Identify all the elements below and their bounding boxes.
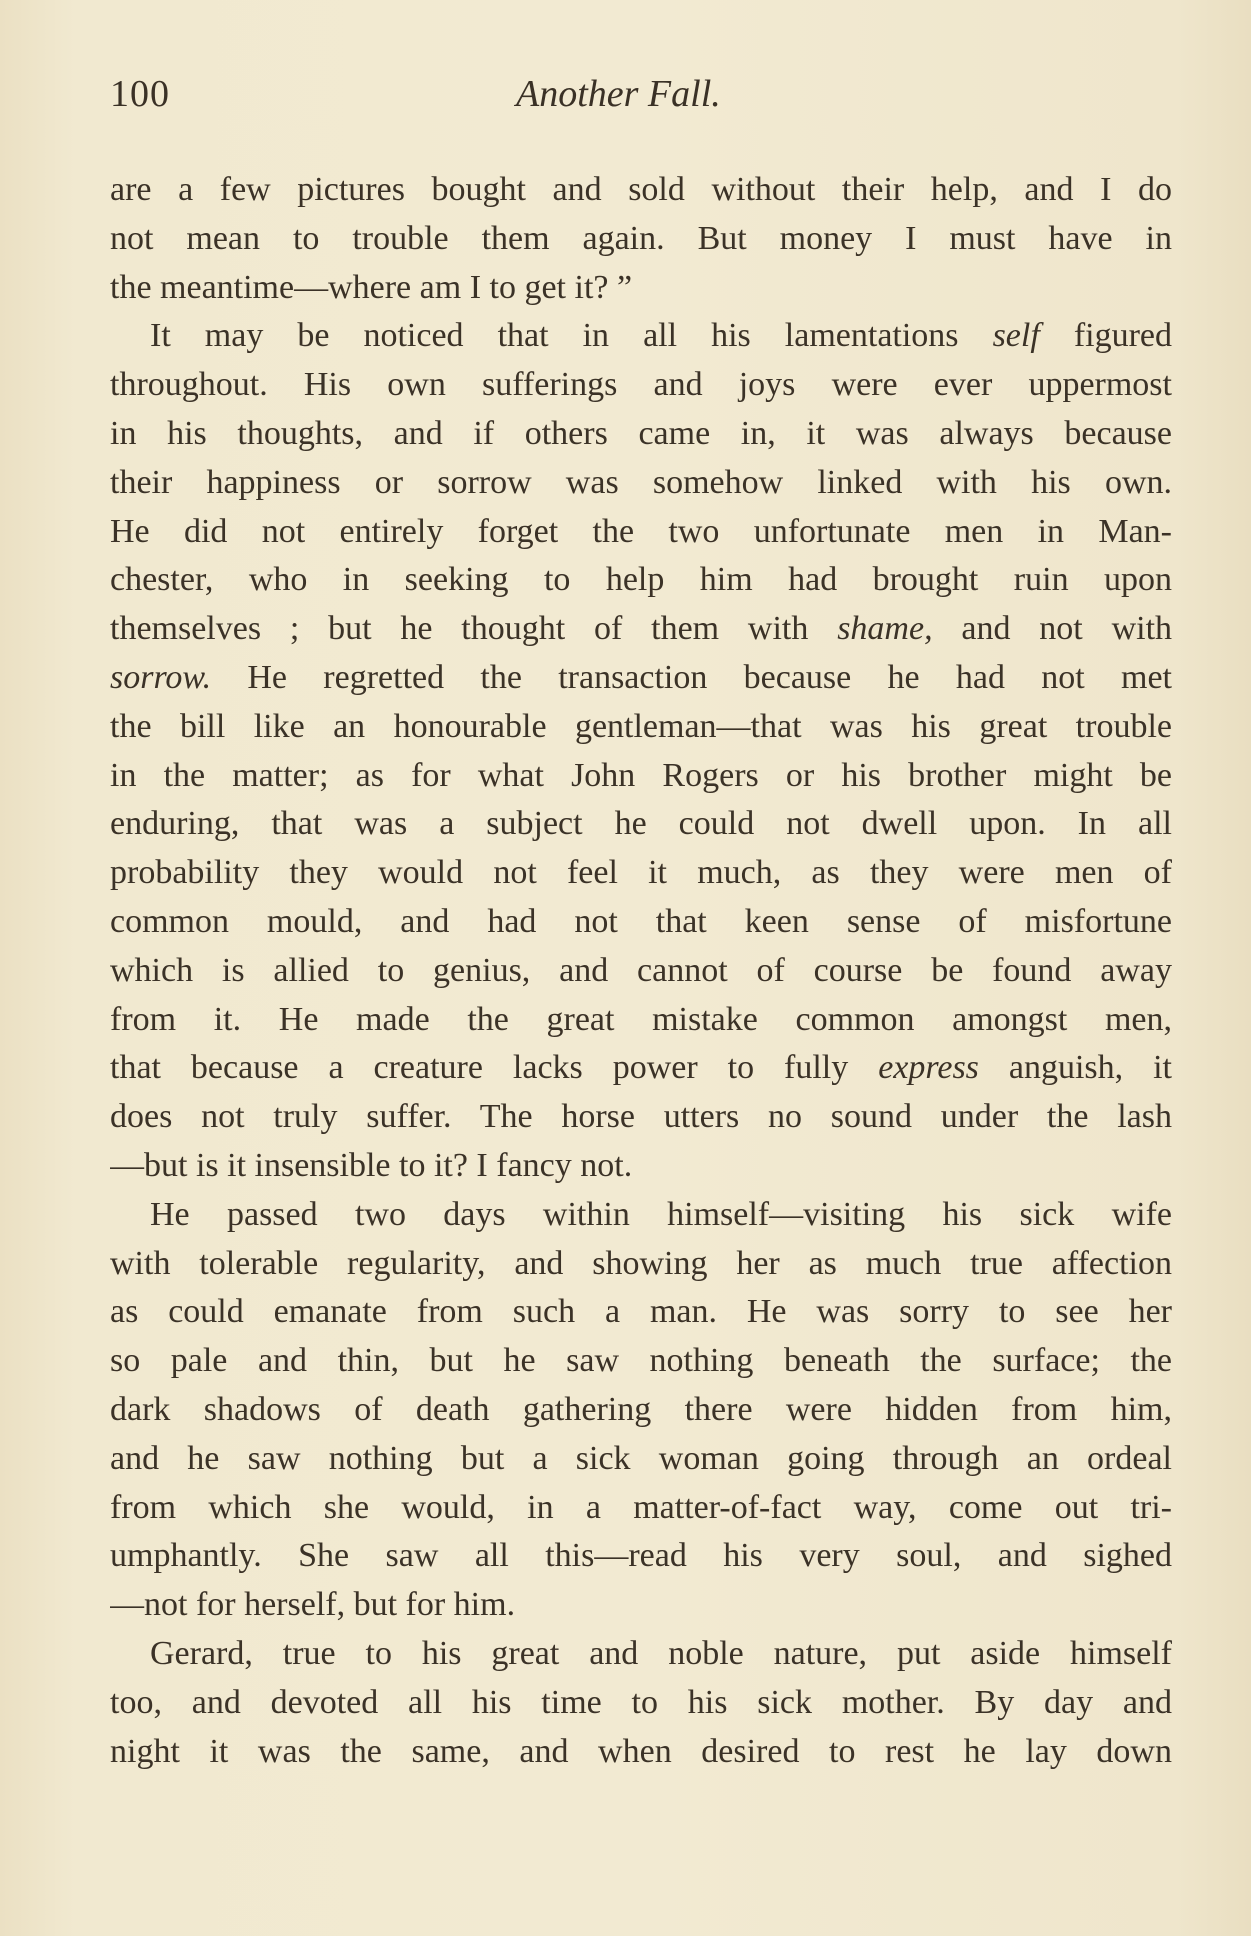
text-line: in his thoughts, and if others came in, it was always because <box>110 414 1172 452</box>
text-line: from which she would, in a matter-of-fact way, come out tri- <box>110 1488 1172 1526</box>
text-line: from it. He made the great mistake common amongst men, <box>110 1000 1172 1038</box>
text-line: —but is it insensible to it? I fancy not. <box>110 1146 633 1184</box>
text-line: so pale and thin, but he saw nothing beneath the surface; the <box>110 1342 1172 1380</box>
text-line: He did not entirely forget the two unfortunate men in Man- <box>110 512 1172 550</box>
text-line: does not truly suffer. The horse utters no sound under the lash <box>110 1098 1172 1136</box>
text-line: that because a creature lacks power to fully express anguish, it <box>110 1049 1172 1087</box>
running-title: Another Fall. <box>516 73 721 115</box>
text-line: chester, who in seeking to help him had brought ruin upon <box>110 561 1172 599</box>
text-line: sorrow. He regretted the transaction because he had not met <box>110 658 1172 696</box>
text-line: in the matter; as for what John Rogers or his brother might be <box>110 756 1172 794</box>
text-line: umphantly. She saw all this—read his very soul, and sighed <box>110 1537 1172 1575</box>
text-line: not mean to trouble them again. But money I must have in <box>110 219 1172 257</box>
text-line: their happiness or sorrow was somehow linked with his own. <box>110 463 1172 501</box>
text-line: enduring, that was a subject he could not dwell upon. In all <box>110 805 1172 843</box>
body-text <box>110 166 1172 1776</box>
text-line: the bill like an honourable gentleman—that was his great trouble <box>110 707 1172 745</box>
running-head <box>110 72 1172 132</box>
text-line: probability they would not feel it much, as they were men of <box>110 854 1172 892</box>
text-line: common mould, and had not that keen sense of misfortune <box>110 902 1172 940</box>
text-line: dark shadows of death gathering there were hidden from him, <box>110 1390 1172 1428</box>
text-line: as could emanate from such a man. He was sorry to see her <box>110 1293 1172 1331</box>
text-line: too, and devoted all his time to his sick mother. By day and <box>110 1683 1172 1721</box>
text-line: —not for herself, but for him. <box>110 1586 516 1624</box>
text-line: themselves ; but he thought of them with shame, and not with <box>110 610 1172 648</box>
text-line: Gerard, true to his great and noble nature, put aside himself <box>150 1634 1172 1672</box>
text-line: It may be noticed that in all his lamentations self figured <box>150 317 1172 355</box>
page-number: 100 <box>110 73 170 115</box>
text-line: night it was the same, and when desired to rest he lay down <box>110 1732 1172 1770</box>
text-line: He passed two days within himself—visiting his sick wife <box>150 1195 1172 1233</box>
text-line: with tolerable regularity, and showing her as much true affection <box>110 1244 1172 1282</box>
text-line: which is allied to genius, and cannot of course be found away <box>110 951 1172 989</box>
text-line: the meantime—where am I to get it? ” <box>110 268 633 306</box>
text-line: throughout. His own sufferings and joys were ever uppermost <box>110 366 1172 404</box>
text-line: and he saw nothing but a sick woman going through an ordeal <box>110 1439 1172 1477</box>
text-line: are a few pictures bought and sold without their help, and I do <box>110 171 1172 208</box>
